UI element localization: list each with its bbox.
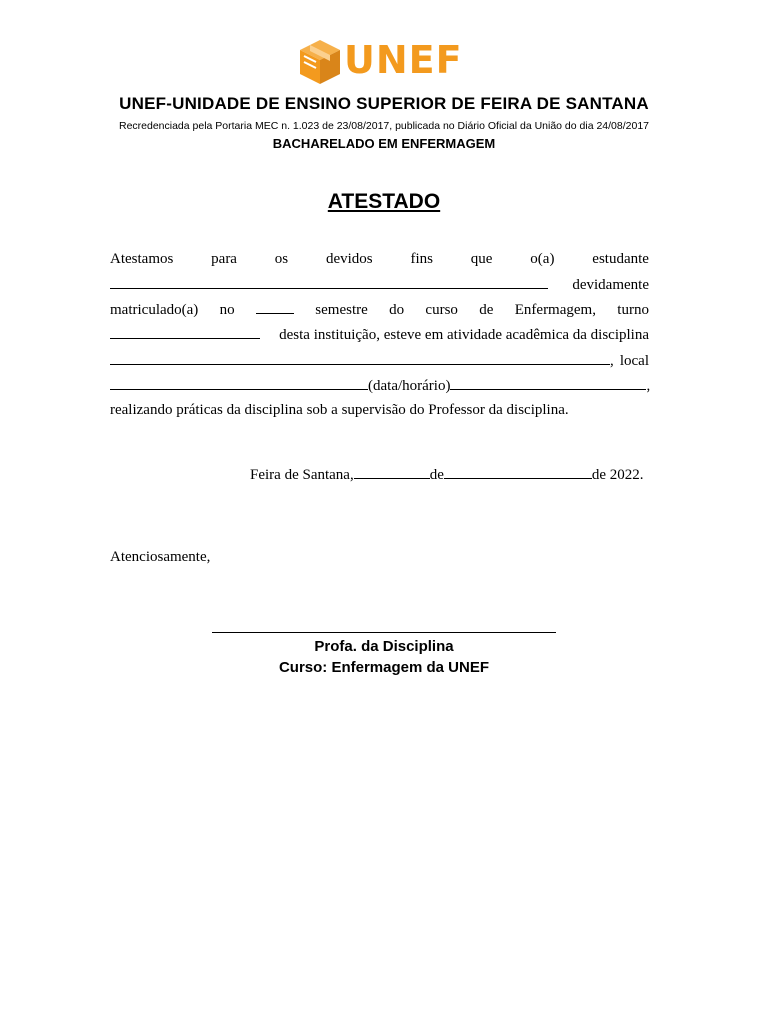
document-title: ATESTADO	[327, 190, 441, 213]
word: de	[479, 302, 494, 318]
word: semestre	[315, 302, 368, 318]
accreditation-text: Recredenciada pela Portaria MEC n. 1.023 de 23/08/2017, publicada no Diário Oficial da União do dia 24/08/2017	[118, 120, 650, 132]
word: no	[219, 302, 235, 318]
body-line-3	[110, 300, 649, 319]
word: Atestamos	[110, 251, 174, 267]
body-line-5	[110, 351, 649, 370]
date-time-label: (data/horário)	[368, 378, 451, 394]
body-line-6	[110, 376, 649, 395]
body-line-2	[110, 275, 649, 294]
date-line	[250, 465, 644, 484]
student-name-blank[interactable]	[110, 275, 548, 289]
word: para	[211, 251, 237, 267]
word: devidamente	[572, 277, 649, 293]
logo-wordmark: UNEF	[344, 38, 463, 82]
year-label: de 2022.	[591, 467, 644, 483]
word: os	[274, 251, 289, 267]
line-text: desta instituição, esteve em atividade acadêmica da disciplina	[279, 327, 649, 343]
month-blank[interactable]	[444, 465, 592, 479]
word: Enfermagem,	[514, 302, 596, 318]
date-time-blank[interactable]	[450, 376, 646, 390]
word: o(a)	[530, 251, 555, 267]
word: que	[470, 251, 493, 267]
body-line-7: realizando práticas da disciplina sob a supervisão do Professor da disciplina.	[110, 402, 569, 418]
word: estudante	[592, 251, 649, 267]
comma: ,	[646, 378, 651, 394]
closing-text: Atenciosamente,	[110, 549, 211, 565]
shift-blank[interactable]	[110, 325, 260, 339]
de-label: de	[429, 467, 444, 483]
unef-logo	[296, 36, 463, 86]
signature-name: Profa. da Disciplina	[314, 638, 454, 655]
body-line-1	[110, 250, 649, 268]
word: turno	[617, 302, 649, 318]
institution-name: UNEF-UNIDADE DE ENSINO SUPERIOR DE FEIRA DE SANTANA	[119, 94, 649, 113]
word: local	[619, 353, 649, 369]
word: fins	[410, 251, 433, 267]
word: curso	[425, 302, 458, 318]
course-name: BACHARELADO EM ENFERMAGEM	[272, 136, 496, 151]
word: do	[389, 302, 405, 318]
comma: ,	[610, 353, 614, 369]
discipline-blank[interactable]	[110, 351, 610, 365]
semester-blank[interactable]	[256, 300, 294, 314]
signature-line[interactable]	[212, 632, 556, 633]
box-logo-icon	[296, 36, 344, 86]
location-blank[interactable]	[110, 376, 368, 390]
city-label: Feira de Santana,	[250, 467, 354, 483]
word: devidos	[325, 251, 373, 267]
body-line-4	[110, 325, 649, 344]
signature-course: Curso: Enfermagem da UNEF	[278, 659, 490, 676]
day-blank[interactable]	[354, 465, 430, 479]
word: matriculado(a)	[110, 302, 199, 318]
